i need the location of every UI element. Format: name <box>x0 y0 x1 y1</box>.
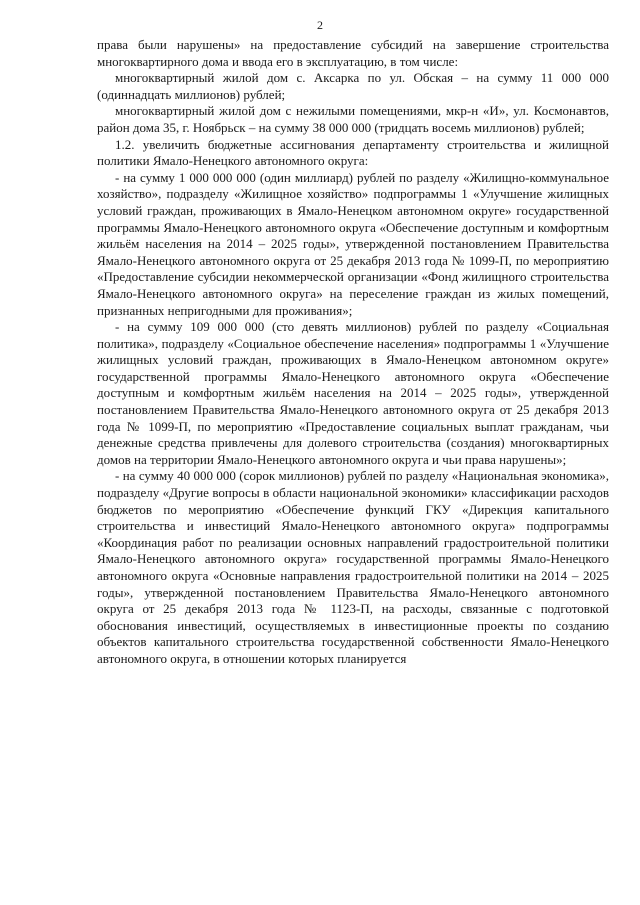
paragraph-social-allocation: - на сумму 109 000 000 (сто девять миллионов) рублей по разделу «Социальная политика», подразделу «Социальное обеспечение населения» подпрограммы 1 «Улучшение жилищных условий граждан, проживающих в Ямало-Ненецком автономном округе» государственной программы Ямало-Ненецкого автономного округа «Обеспечение доступным и комфортным жильём населения на 2014 – 2025 годы», утвержденной постановлением Правительства Ямало-Ненецкого автономного округа от 25 декабря 2013 года № 1099-П, по мероприятию «Предоставление социальных выплат гражданам, чьи денежные средства привлечены для долевого строительства (создания) многоквартирных домов на территории Ямало-Ненецкого автономного округа и чьи права нарушены»; <box>97 319 609 467</box>
document-body <box>97 37 609 668</box>
paragraph-section-1-2: 1.2. увеличить бюджетные ассигнования департаменту строительства и жилищной политики Ямало-Ненецкого автономного округа: <box>97 136 609 169</box>
paragraph-noyabrsk-house: многоквартирный жилой дом с нежилыми помещениями, мкр-н «И», ул. Космонавтов, район дома 35, г. Ноябрьск – на сумму 38 000 000 (тридцать восемь миллионов) рублей; <box>97 103 609 135</box>
paragraph-housing-allocation: - на сумму 1 000 000 000 (один миллиард) рублей по разделу «Жилищно-коммунальное хозяйство», подразделу «Жилищное хозяйство» подпрограммы 1 «Улучшение жилищных условий граждан, проживающих в Ямало-Ненецком автономном округе» государственной программы Ямало-Ненецкого автономного округа «Обеспечение доступным и комфортным жильём населения на 2014 – 2025 годы», утвержденной постановлением Правительства Ямало-Ненецкого автономного округа от 25 декабря 2013 года № 1099-П, по мероприятию «Предоставление субсидии некоммерческой организации «Фонд жилищного строительства Ямало-Ненецкого автономного округа» на переселение граждан из жилых помещений, признанных непригодными для проживания»; <box>97 169 609 318</box>
paragraph-economy-allocation: - на сумму 40 000 000 (сорок миллионов) рублей по разделу «Национальная экономика», подразделу «Другие вопросы в области национальной экономики» классификации расходов бюджетов по мероприятию «Обеспечение функций ГКУ «Дирекция капитального строительства и инвестиций Ямало-Ненецкого автономного округа» подпрограммы «Координация работ по реализации основных направлений градостроительной политики Ямало-Ненецкого автономного округа» государственной программы Ямало-Ненецкого автономного округа «Основные направления градостроительной политики на 2014 – 2025 годы», утвержденной постановлением Правительства Ямало-Ненецкого автономного округа от 25 декабря 2013 года № 1123-П, на расходы, связанные с подготовкой обоснования инвестиций, осуществляемых в инвестиционные проекты по созданию объектов капитального строительства государственной собственности Ямало-Ненецкого автономного округа, в отношении которых планируется <box>97 468 609 666</box>
page-number: 2 <box>317 18 323 32</box>
paragraph-aksarka-house: многоквартирный жилой дом с. Аксарка по ул. Обская – на сумму 11 000 000 (одиннадцать миллионов) рублей; <box>97 70 609 102</box>
paragraph-continuation: права были нарушены» на предоставление субсидий на завершение строительства многоквартирного дома и ввода его в эксплуатацию, в том числе: <box>97 37 609 69</box>
